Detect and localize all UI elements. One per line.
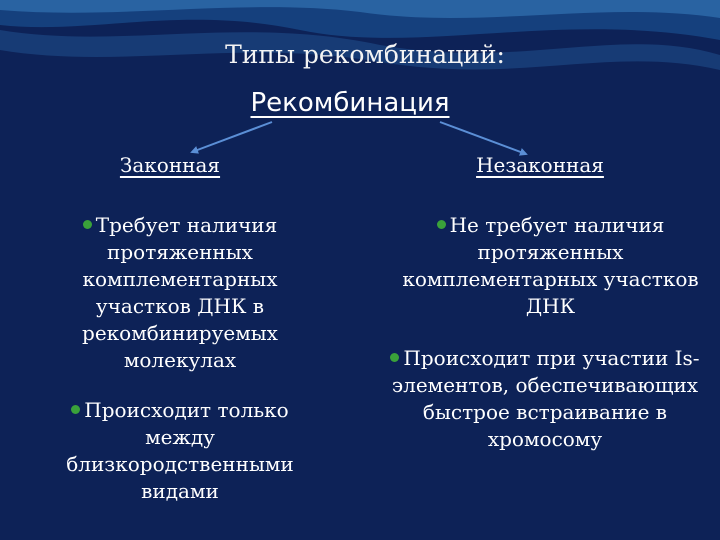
right-item-1-text: Не требует наличия протяженных комплементарных участков ДНК bbox=[402, 213, 699, 318]
left-item-1 bbox=[50, 212, 310, 374]
bullet-icon bbox=[390, 353, 399, 362]
left-item-2-text: Происходит только между близкородственными видами bbox=[66, 398, 294, 503]
left-arrow bbox=[192, 122, 272, 152]
right-item-2-text: Происходит при участии Is-элементов, обеспечивающих быстрое встраивание в хромосому bbox=[391, 346, 700, 451]
illegitimate-branch-title: Незаконная bbox=[476, 153, 604, 177]
right-item-2 bbox=[390, 345, 700, 453]
left-item-2 bbox=[40, 397, 320, 505]
right-arrow bbox=[440, 122, 526, 154]
slide-title: Типы рекомбинаций: bbox=[225, 40, 505, 69]
left-item-1-text: Требует наличия протяженных комплементарных участков ДНК в рекомбинируемых молекулах bbox=[82, 213, 278, 372]
bullet-icon bbox=[83, 220, 92, 229]
bullet-icon bbox=[71, 405, 80, 414]
bullet-icon bbox=[437, 220, 446, 229]
root-node-label: Рекомбинация bbox=[250, 88, 450, 118]
right-item-1 bbox=[398, 212, 703, 320]
legitimate-branch-title: Законная bbox=[119, 153, 221, 177]
